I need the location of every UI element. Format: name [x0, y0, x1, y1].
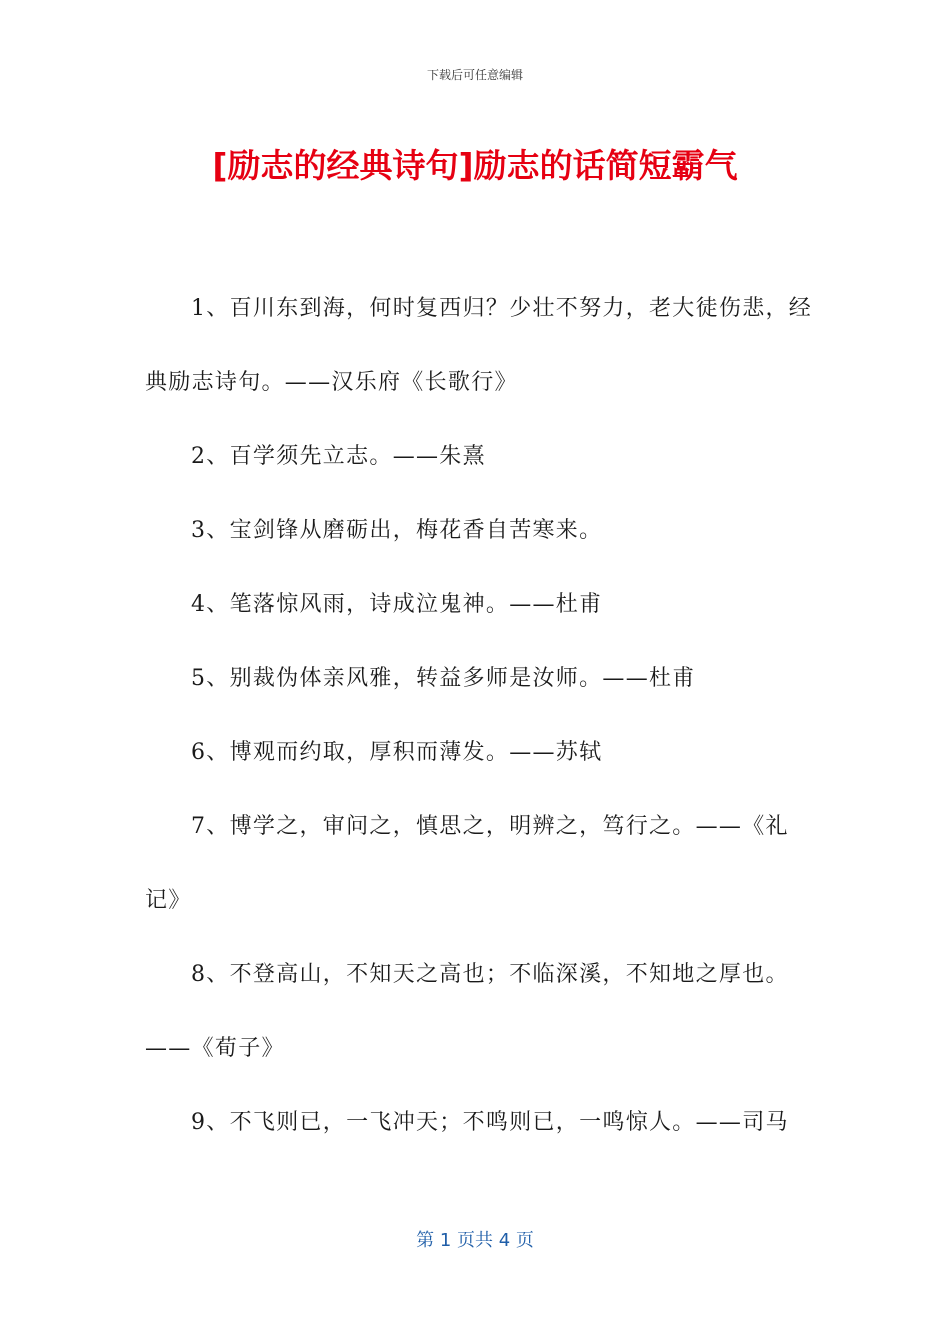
- header-note: 下载后可任意编辑: [426, 68, 523, 82]
- document-body: [145, 272, 813, 1160]
- paragraph: 9、不飞则已，一飞冲天；不鸣则已，一鸣惊人。——司马: [191, 1110, 789, 1135]
- paragraph: 7、博学之，审问之，慎思之，明辨之，笃行之。——《礼记》: [145, 814, 789, 913]
- paragraph: 1、百川东到海，何时复西归？少壮不努力，老大徒伤悲，经典励志诗句。——汉乐府《长歌行》: [145, 296, 813, 395]
- document-title: [励志的经典诗句]励志的话简短霸气: [212, 146, 738, 185]
- page-footer: 第 1 页共 4 页: [416, 1230, 534, 1251]
- paragraph: 2、百学须先立志。——朱熹: [191, 444, 486, 469]
- paragraph: 3、宝剑锋从磨砺出，梅花香自苦寒来。: [191, 518, 603, 543]
- paragraph: 8、不登高山，不知天之高也；不临深溪，不知地之厚也。——《荀子》: [145, 962, 789, 1061]
- paragraph: 5、别裁伪体亲风雅，转益多师是汝师。——杜甫: [191, 666, 696, 691]
- paragraph: 4、笔落惊风雨，诗成泣鬼神。——杜甫: [191, 592, 603, 617]
- paragraph: 6、博观而约取，厚积而薄发。——苏轼: [191, 740, 603, 765]
